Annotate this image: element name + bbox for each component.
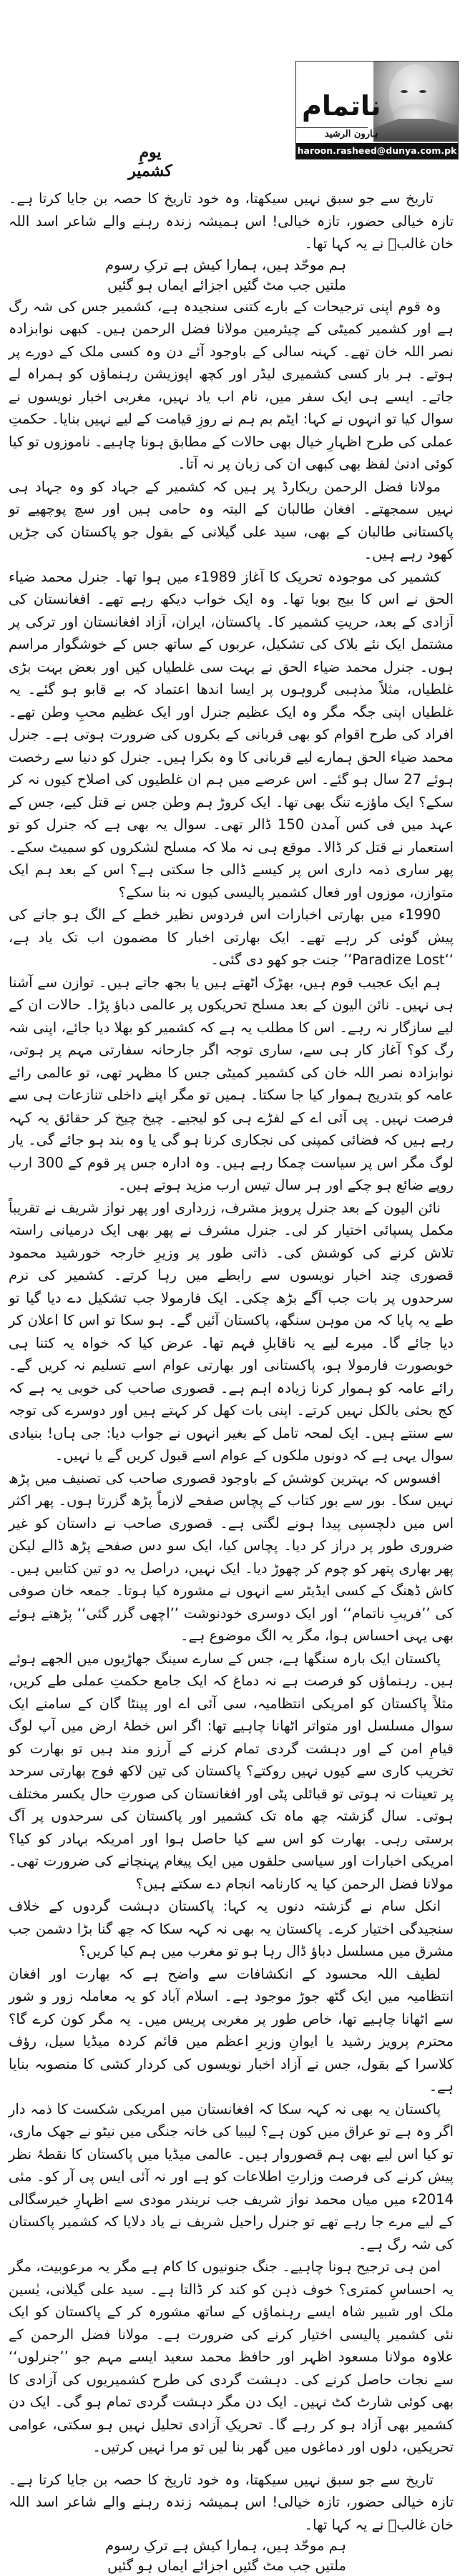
column-name: ناتمام <box>302 90 381 122</box>
article-title: یومِ کشمیر <box>128 143 172 180</box>
verse-line: ملتیں جب مٹ گئیں اجزائے ایماں ہو گئیں <box>107 276 346 293</box>
paragraph: پاکستان یہ بھی نہ کہہ سکا کہ افغانستان میں امریکی شکست کا ذمہ دار اگر وہ ہے تو عراق میں کون ہے؟ لیبیا کی خانہ جنگی میں نیٹو نے جھک ماری، تو کیا اس لیے بھی ہم قصوروار ہیں۔ عالمی میڈیا میں پاکستان کا نقطۂ نظر پیش کرنے کی فرصت وزارتِ اطلاعات کو ہے اور نہ آئی ایس پی آر کو۔ مئی 2014ء میں میاں محمد نواز شریف جب نریندر مودی سے اظہارِ خیرسگالی کے لیے مرے جا رہے تھے تو جنرل راحیل شریف نے یاد دلایا کہ کشمیر پاکستان کی شہ رگ ہے۔ <box>9 2100 454 2253</box>
column-header <box>295 61 459 160</box>
paragraph: انکل سام نے گزشتہ دنوں یہ کہا: پاکستان دہشت گردوں کے خلاف سنجیدگی اختیار کرے۔ پاکستان یہ بھی نہ کہہ سکا کہ چھ گنا بڑا دشمن جب مشرق میں مسلسل دباؤ ڈال رہا ہو تو مغرب میں ہم کیا کریں؟ <box>9 1898 454 1959</box>
paragraph: 1990ء میں بھارتی اخبارات اس فردوس نظیر خطے کے الگ ہو جانے کی پیش گوئی کر رہے تھے۔ ایک بھارتی اخبار کا مضمون اب تک یاد ہے، ‘‘Paradize Lost’’ جنت جو کھو دی گئی۔ <box>9 906 454 968</box>
paragraph: امن ہی ترجیح ہونا چاہیے۔ جنگ جنونیوں کا کام ہے مگر یہ مرعوبیت، مگر یہ احساسِ کمتری؟ خوف ذہن کو کند کر ڈالتا ہے۔ سید علی گیلانی، یٰسین ملک اور شبیر شاہ ایسے رہنماؤں کے ساتھ مشورہ کر کے پاکستان کو ایک نئی کشمیر پالیسی اختیار کرنے کی ضرورت ہے۔ مولانا فضل الرحمن کے علاوہ مولانا مسعود اظہر اور حافظ محمد سعید ایسے مہم جو ’’جنرلوں‘‘ سے نجات حاصل کرنے کی۔ دہشت گردی کی طرح کشمیریوں کی آزادی کا بھی کوئی شارٹ کٹ نہیں۔ ایک دن مگر دہشت گردی تمام ہو گی۔ ایک دن کشمیر بھی آزاد ہو کر رہے گا۔ تحریکِ آزادی تحلیل نہیں ہو سکتی، عوامی تحریکیں، دلوں اور دماغوں میں گھر بنا لیں تو مرا نہیں کرتیں۔ <box>9 2258 454 2455</box>
author-name: ہارون الرشید <box>325 129 378 139</box>
divider <box>296 127 368 128</box>
verse-line: ہم موحّد ہیں، ہمارا کیش ہے ترکِ رسوم <box>105 256 346 273</box>
article-body <box>9 187 454 2576</box>
outro-paragraph: تاریخ سے جو سبق نہیں سیکھتا، وہ خود تاریخ کا حصہ بن جایا کرتا ہے۔ تازہ خیالی حضور، تازہ خیالی! اس ہمیشہ زندہ رہنے والے شاعر اسد اللہ خان غالبؔ نے یہ کہا تھا۔ <box>9 2471 454 2533</box>
intro-paragraph: تاریخ سے جو سبق نہیں سیکھتا، وہ خود تاریخ کا حصہ بن جایا کرتا ہے۔ تازہ خیالی حضور، تازہ خیالی! اس ہمیشہ زندہ رہنے والے شاعر اسد اللہ خان غالبؔ نے یہ کہا تھا۔ <box>9 190 454 252</box>
verse <box>9 255 454 295</box>
paragraph: ہم ایک عجیب قوم ہیں، بھڑک اٹھتے ہیں یا بجھ جاتے ہیں۔ توازن سے آشنا ہی نہیں۔ نائن الیون کے بعد مسلح تحریکوں پر عالمی دباؤ پڑا۔ حالات ان کے لیے سازگار نہ رہے۔ اس کا مطلب یہ ہے کہ کشمیر کو بھلا دیا جائے، اپنی شہ رگ کو؟ آغاز کار ہی سے، ساری توجہ اگر جارحانہ سفارتی مہم پر ہوتی، نوابزادہ نصر اللہ خان کی کشمیر کمیٹی جس کا مظہر تھی، تو عالمی رائے عامہ کو بتدریج ہموار کیا جا سکتا۔ ہمیں تو مگر اپنے داخلی تنازعات ہی سے فرصت نہیں۔ پی آئی اے کے لفڑے ہی کو لیجیے۔ چیخ چیخ کر حقائق یہ کہہ رہے ہیں کہ فضائی کمپنی کی نجکاری کرنا ہو گی یا وہ بند ہو جائے گی۔ یار لوگ مگر اس پر سیاست چمکا رہے ہیں۔ وہ ادارہ جس پر قوم کے 300 ارب روپے ضائع ہو چکے اور ہر سال تیس ارب مزید ہوتے ہیں۔ <box>9 974 454 1193</box>
paragraph: وہ قوم اپنی ترجیحات کے بارے کتنی سنجیدہ ہے، کشمیر جس کی شہ رگ ہے اور کشمیر کمیٹی کے چیئرمین مولانا فضل الرحمن ہیں۔ کبھی نوابزادہ نصر اللہ خان تھے۔ کہنہ سالی کے باوجود آئے دن وہ کسی ملک کے دورے پر ہوتے۔ ہر بار کسی کشمیری لیڈر اور کچھ اپوزیشن رہنماؤں کو ہمراہ لے جاتے۔ ایسے ہی ایک سفر میں، نام اب یاد نہیں، مغربی اخبار نویسوں نے سوال کیا تو انہوں نے کہا: ایٹم بم ہم نے روزِ قیامت کے لیے نہیں بنایا۔ حکمتِ عملی کی طرح اظہارِ خیال بھی حالات کے مطابق ہونا چاہیے۔ ناموزوں تو کیا کوئی ادنیٰ لفظ بھی کبھی ان کی زبان پر نہ آتا۔ <box>9 298 454 472</box>
author-email[interactable]: haroon.rasheed@dunya.com.pk <box>296 143 458 159</box>
verse-line: ملتیں جب مٹ گئیں اجزائے ایماں ہو گئیں <box>107 2557 346 2574</box>
outro-verse <box>9 2536 454 2576</box>
paragraph: نائن الیون کے بعد جنرل پرویز مشرف، زرداری اور پھر نواز شریف نے تقریباً مکمل پسپائی اختیار کر لی۔ جنرل مشرف نے پھر بھی ایک درمیانی راستہ تلاش کرنے کی کوشش کی۔ ذاتی طور پر وزیرِ خارجہ خورشید محمود قصوری چند اخبار نویسوں سے رابطے میں رہا کرتے۔ کشمیر کی نرم سرحدوں پر بات جب آگے بڑھ چکی۔ ایک فارمولا جب تشکیل دے دیا گیا تو طے یہ پایا کہ من موہن سنگھ، پاکستان آئیں گے۔ ہو سکا تو اس کا اعلان کر دیا جائے گا۔ میرے لیے یہ ناقابلِ فہم تھا۔ عرض کیا کہ خواہ یہ کتنا ہی خوبصورت فارمولا ہو، پاکستانی اور بھارتی عوام اسے تسلیم نہ کریں گے۔ رائے عامہ کو ہموار کرنا زیادہ اہم ہے۔ قصوری صاحب کی خوبی یہ ہے کہ کج بحثی بالکل نہیں کرتے۔ اپنی بات کھل کر کہتے ہیں اور دوسرے کی توجہ سے سنتے ہیں۔ ایک لمحہ تامل کے بغیر انہوں نے جواب دیا: جی ہاں! بنیادی سوال یہی ہے کہ دونوں ملکوں کے عوام اسے قبول کریں گے یا نہیں۔ <box>9 1199 454 1464</box>
paragraph: افسوس کہ بہترین کوشش کے باوجود قصوری صاحب کی تصنیف میں پڑھ نہیں سکا۔ بور سے بور کتاب کے پچاس صفحے لازماً پڑھ گزرتا ہوں۔ پھر اکثر اس میں دلچسپی پیدا ہونے لگتی ہے۔ قصوری صاحب نے داستان کو غیر ضروری طور پر دراز کر دیا۔ پچاس کیا، ایک سو دس صفحے پڑھ ڈالے لیکن پھر بھاری پتھر کو چوم کر چھوڑ دیا۔ ایک نہیں، دراصل یہ دو تین کتابیں ہیں۔ کاش ڈھنگ کے کسی ایڈیٹر سے انہوں نے مشورہ کیا ہوتا۔ جمعہ خان صوفی کی ’’فریبِ ناتمام‘‘ اور ایک دوسری خودنوشت ’’اچھی گزر گئی‘‘ پڑھتے ہوئے بھی یہی احساس ہوا، مگر یہ الگ موضوع ہے۔ <box>9 1469 454 1644</box>
paragraph: مولانا فضل الرحمن ریکارڈ پر ہیں کہ کشمیر کے جہاد کو وہ جہاد ہی نہیں سمجھتے۔ افغان طالبان کے البتہ وہ حامی ہیں اور سچ پوچھیے تو پاکستانی طالبان کے بھی، سید علی گیلانی کے بقول جو پاکستان کی جڑیں کھود رہے ہیں۔ <box>9 478 454 562</box>
paragraph: لطیف اللہ محسود کے انکشافات سے واضح ہے کہ بھارت اور افغان انتظامیہ میں ایک گٹھ جوڑ موجود ہے۔ اسلام آباد کو یہ معاملہ زور و شور سے اٹھانا چاہیے تھا، خاص طور پر مغربی پریس میں۔ یہ مگر کون کرے گا؟ محترم پرویز رشید یا ایوانِ وزیرِ اعظم میں قائم کردہ میڈیا سیل، رؤف کلاسرا کے بقول، جس نے آزاد اخبار نویسوں کی کردار کشی کا منصوبہ بنایا ہے۔ <box>9 1965 454 2095</box>
paragraph: کشمیر کی موجودہ تحریک کا آغاز 1989ء میں ہوا تھا۔ جنرل محمد ضیاء الحق نے اس کا بیج بویا تھا۔ وہ ایک خواب دیکھ رہے تھے۔ افغانستان کی آزادی کے بعد، حریتِ کشمیر کا۔ پاکستان، ایران، آزاد افغانستان اور ترکی پر مشتمل ایک نئے بلاک کی تشکیل، عربوں کے ساتھ جس کے خوشگوار مراسم ہوں۔ جنرل محمد ضیاء الحق نے بہت سی غلطیاں کیں اور بعض بہت بڑی غلطیاں، مثلاً مذہبی گروہوں پر ایسا اندھا اعتماد کہ بے قابو ہو گئے۔ یہ غلطیاں اپنی جگہ مگر وہ ایک عظیم جنرل اور ایک عظیم محبِ وطن تھے۔ افراد کی طرح اقوام کو بھی قربانی کے بکروں کی ضرورت ہوتی ہے۔ جنرل محمد ضیاء الحق ہمارے لیے قربانی کا وہ بکرا ہیں۔ جنرل کو دنیا سے رخصت ہوئے 27 سال ہو گئے۔ اس عرصے میں ہم ان غلطیوں کی اصلاح کیوں نہ کر سکے؟ ایک ماؤزے تنگ بھی تھا۔ ایک کروڑ ہم وطن جس نے قتل کیے، جس کے عہد میں فی کس آمدن 150 ڈالر تھی۔ سوال یہ بھی ہے کہ جنرل کو تو استعمار نے قتل کر ڈالا۔ موقع ہی نہ ملا کہ مسلح لشکروں کو سمیٹ سکے۔ پھر ساری ذمہ داری اس پر کیسے ڈالی جا سکتی ہے؟ اس کے بعد ہم ایک متوازن، موزوں اور فعال کشمیر پالیسی کیوں نہ بنا سکے؟ <box>9 568 454 901</box>
paragraph: پاکستان ایک بارہ سنگھا ہے، جس کے سارے سینگ جھاڑیوں میں الجھے ہوئے ہیں۔ رہنماؤں کو فرصت ہے نہ دماغ کہ ایک جامع حکمتِ عملی طے کریں، مثلاً پاکستان کو امریکی انتظامیہ، سی آئی اے اور پینٹا گان کے سامنے ایک سوال مسلسل اور متواتر اٹھانا چاہیے تھا: اگر اس خطۂ ارض میں آپ لوگ قیامِ امن کے اور دہشت گردی تمام کرنے کے آرزو مند ہیں تو بھارت کو تخریب کاری سے کیوں نہیں روکتے؟ پاکستان کی تین لاکھ فوج بھارتی سرحد پر تعینات نہ ہوتی تو قبائلی پٹی اور افغانستان کی صورتِ حال یکسر مختلف ہوتی۔ سال گزشتہ چھ ماہ تک کشمیر اور پاکستان کی سرحدوں پر آگ برستی رہی۔ بھارت کو اس سے کیا حاصل ہوا اور امریکہ بہادر کو کیا؟ امریکی اخبارات اور سیاسی حلقوں میں ایک پیغام پہنچانے کی ضرورت تھی۔ مولانا فضل الرحمن کیا یہ کارنامہ انجام دے سکتے ہیں؟ <box>9 1650 454 1892</box>
verse-line: ہم موحّد ہیں، ہمارا کیش ہے ترکِ رسوم <box>105 2537 346 2554</box>
author-portrait-icon <box>373 62 458 142</box>
